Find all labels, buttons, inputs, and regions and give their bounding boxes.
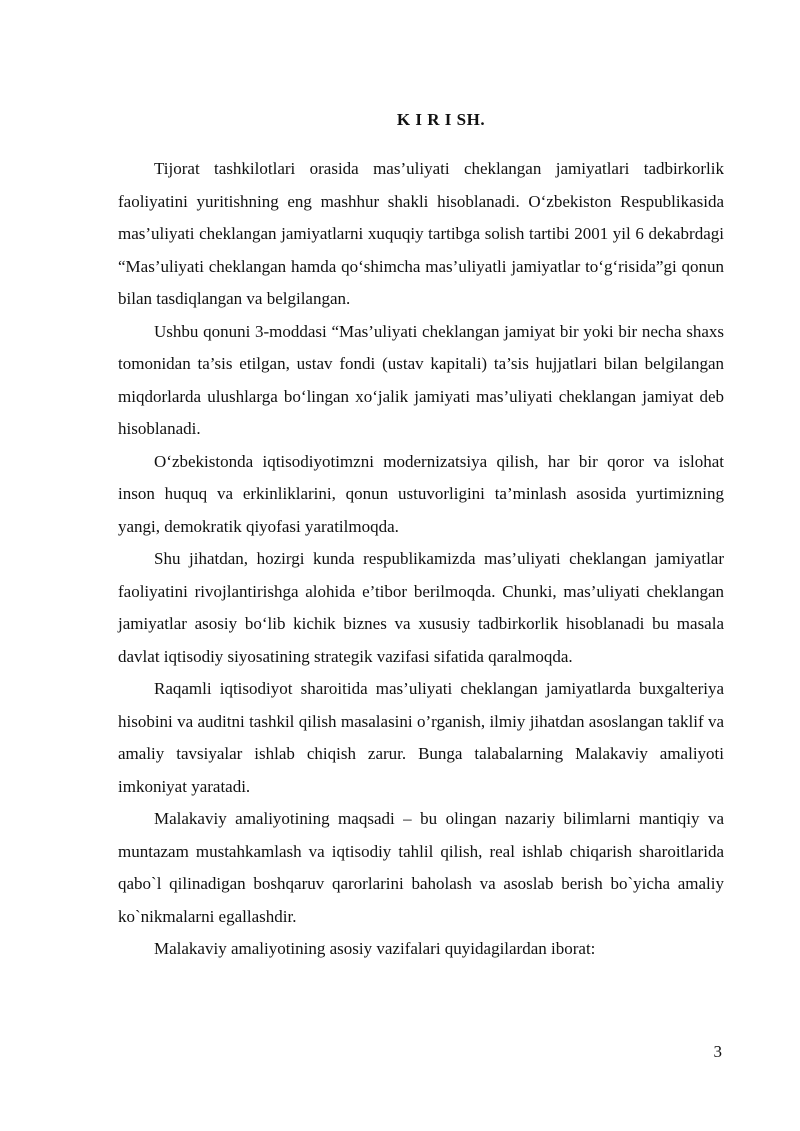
paragraph-intro: Tijorat tashkilotlari orasida mas’uliyati cheklangan jamiyatlari tadbirkorlik faoliyatini yuritishning eng mashhur shakli hisoblanadi. O‘zbekiston Respublikasida mas’uliyati cheklangan jamiyatlarni xuquqiy tartibga solish tartibi 2001 yil 6 dekabrdagi “Mas’uliyati cheklangan hamda qo‘shimcha mas’uliyatli jamiyatlar to‘g‘risida”gi qonun bilan tasdiqlangan va belgilangan. xyxy=(118,159,724,308)
paragraph-law-article: Ushbu qonuni 3-moddasi “Mas’uliyati cheklangan jamiyat bir yoki bir necha shaxs tomonidan ta’sis etilgan, ustav fondi (ustav kapitali) ta’sis hujjatlari bilan belgilangan miqdorlarda ulushlarga bo‘lingan xo‘jalik jamiyati mas’uliyati cheklangan jamiyat deb hisoblanadi. xyxy=(118,321,724,438)
document-body xyxy=(118,153,724,966)
page-number: 3 xyxy=(713,1042,722,1061)
paragraph-practice-tasks: Malakaviy amaliyotining asosiy vazifalari quyidagilardan iborat: xyxy=(154,939,596,958)
paragraph-digital-economy: Raqamli iqtisodiyot sharoitida mas’uliyati cheklangan jamiyatlarda buxgalteriya hisobini va auditni tashkil qilish masalasini o’rganish, ilmiy jihatdan asoslangan taklif va amaliy tavsiyalar ishlab chiqish zarur. Bunga talabalarning Malakaviy amaliyoti imkoniyat yaratadi. xyxy=(118,679,724,796)
page-title: K I R I SH. xyxy=(396,110,486,129)
paragraph-practice-goal: Malakaviy amaliyotining maqsadi – bu olingan nazariy bilimlarni mantiqiy va muntazam mustahkamlash va iqtisodiy tahlil qilish, real ishlab chiqarish sharoitlarida qabo`l qilinadigan boshqaruv qarorlarini baholash va asoslab berish bo`yicha amaliy ko`nikmalarni egallashdir. xyxy=(118,809,724,926)
paragraph-modernization: O‘zbekistonda iqtisodiyotimzni modernizatsiya qilish, har bir qoror va islohat inson huquq va erkinliklarini, qonun ustuvorligini ta’minlash asosida yurtimizning yangi, demokratik qiyofasi yaratilmoqda. xyxy=(118,451,724,536)
paragraph-development: Shu jihatdan, hozirgi kunda respublikamizda mas’uliyati cheklangan jamiyatlar faoliyatini rivojlantirishga alohida e’tibor berilmoqda. Chunki, mas’uliyati cheklangan jamiyatlar asosiy bo‘lib kichik biznes va xususiy tadbirkorlik hisoblanadi bu masala davlat iqtisodiy siyosatining strategik vazifasi sifatida qaralmoqda. xyxy=(118,549,724,666)
